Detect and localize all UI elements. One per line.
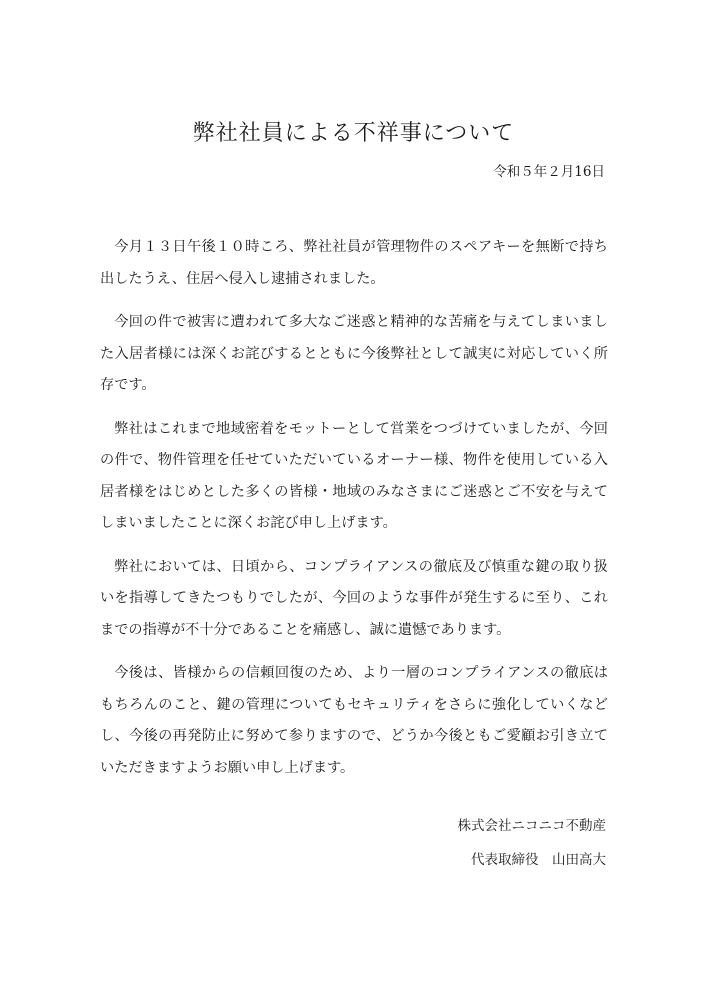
paragraph-1: 今月１３日午後１０時ころ、弊社社員が管理物件のスペアキーを無断で持ち出したうえ、住居へ侵入し逮捕されました。: [100, 239, 608, 287]
paragraph-2: 今回の件で被害に遭われて多大なご迷惑と精神的な苦痛を与えてしまいました入居者様には深くお詫びするとともに今後弊社として誠実に対応していく所存です。: [100, 314, 608, 393]
company-name: 株式会社ニコニコ不動産: [457, 818, 606, 834]
document-body: [100, 232, 608, 796]
paragraph-3: 弊社はこれまで地域密着をモットーとして営業をつづけていましたが、今回の件で、物件管理を任せていただいているオーナー様、物件を使用している入居者様をはじめとした多くの皆様・地域のみなさまにご迷惑とご不安を与えてしまいましたことに深くお詫び申し上げます。: [100, 420, 608, 531]
document-date: 令和５年２月16日: [493, 164, 605, 180]
paragraph-5: 今後は、皆様からの信頼回復のため、より一層のコンプライアンスの徹底はもちろんのこと、鍵の管理についてもセキュリティをさらに強化していくなどし、今後の再発防止に努めて参りますので、どうか今後ともご愛顧お引き立ていただきますようお願い申し上げます。: [100, 665, 608, 776]
paragraph-4: 弊社においては、日頃から、コンプライアンスの徹底及び慎重な鍵の取り扱いを指導してきたつもりでしたが、今回のような事件が発生するに至り、これまでの指導が不十分であることを痛感し、誠に遺憾であります。: [100, 558, 608, 638]
document-title: 弊社社員による不祥事について: [192, 121, 515, 146]
representative-signature: 代表取締役 山田高大: [471, 852, 606, 868]
